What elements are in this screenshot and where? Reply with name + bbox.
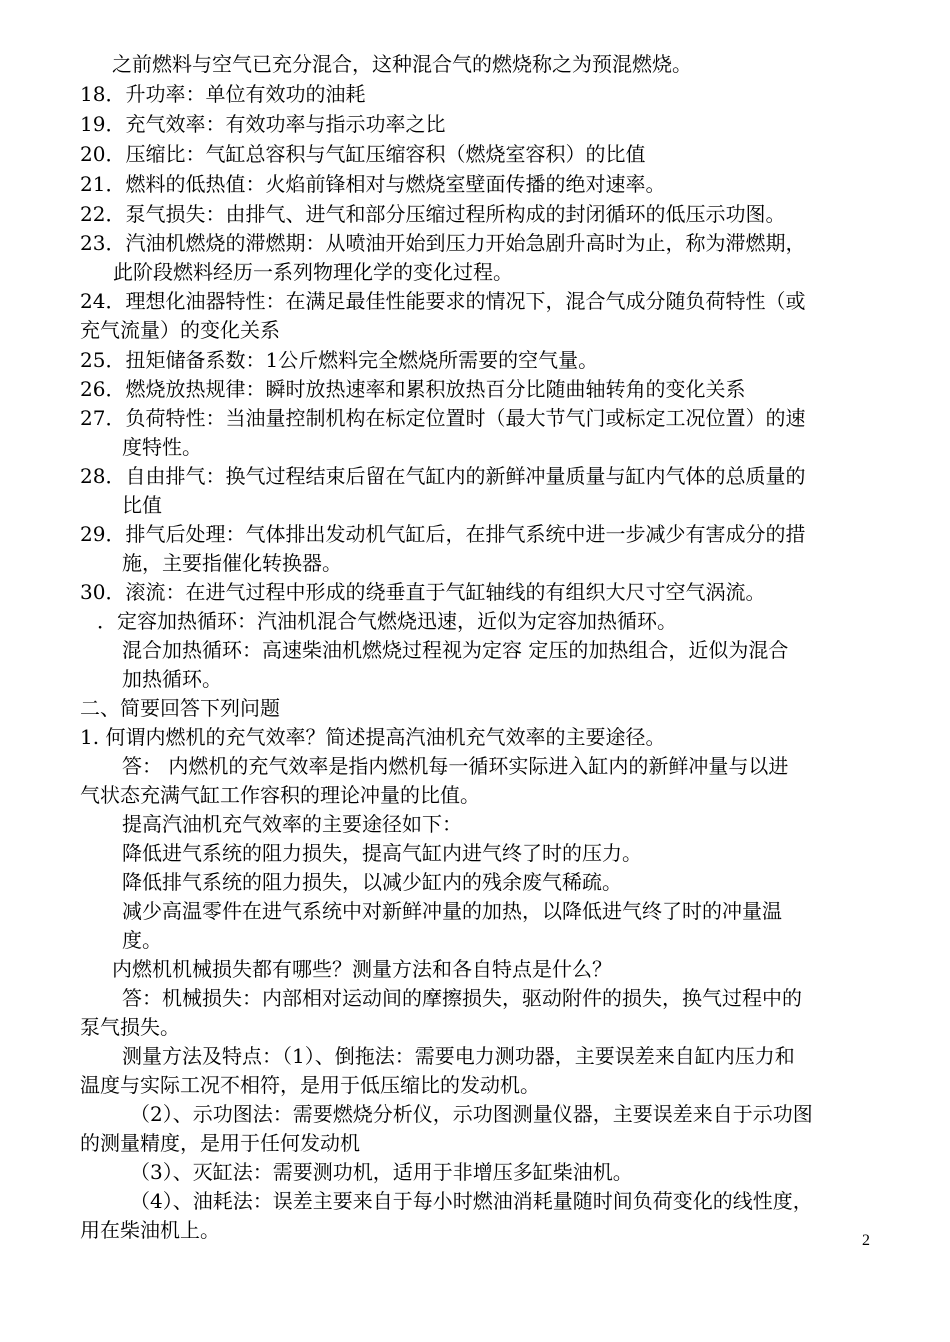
answer-1-way-2: 降低排气系统的阻力损失，以减少缸内的残余废气稀疏。 [122, 870, 622, 894]
measurement-method-2: （2）、示功图法：需要燃烧分析仪，示功图测量仪器，主要误差来自于示功图 [130, 1102, 813, 1126]
measurement-method-4: （4）、油耗法：误差主要来自于每小时燃油消耗量随时间负荷变化的线性度， [130, 1189, 813, 1213]
definition-24-cont: 充气流量）的变化关系 [80, 318, 280, 342]
definition-24: 24．理想化油器特性：在满足最佳性能要求的情况下，混合气成分随负荷特性（或 [80, 289, 806, 313]
measurement-method-1-cont: 温度与实际工况不相符，是用于低压缩比的发动机。 [80, 1073, 540, 1097]
answer-1-way-3: 减少高温零件在进气系统中对新鲜冲量的加热，以降低进气终了时的冲量温 [122, 899, 782, 923]
answer-1-way-3-cont: 度。 [122, 928, 162, 952]
definition-19: 19．充气效率：有效功率与指示功率之比 [80, 112, 446, 136]
measurement-method-4-cont: 用在柴油机上。 [80, 1218, 220, 1242]
definition-21: 21．燃料的低热值：火焰前锋相对与燃烧室壁面传播的绝对速率。 [80, 172, 666, 196]
answer-2: 答：机械损失：内部相对运动间的摩擦损失，驱动附件的损失，换气过程中的 [122, 986, 802, 1010]
definition-23: 23．汽油机燃烧的滞燃期：从喷油开始到压力开始急剧升高时为止，称为滞燃期， [80, 231, 806, 255]
section-heading: 二、简要回答下列问题 [80, 696, 280, 720]
answer-1-way-1: 降低进气系统的阻力损失，提高气缸内进气终了时的压力。 [122, 841, 642, 865]
definition-27: 27．负荷特性：当油量控制机构在标定位置时（最大节气门或标定工况位置）的速 [80, 406, 806, 430]
question-1: 1. 何谓内燃机的充气效率？简述提高汽油机充气效率的主要途径。 [80, 725, 666, 749]
definition-constant-volume: ．定容加热循环：汽油机混合气燃烧迅速，近似为定容加热循环。 [97, 609, 677, 633]
definition-29: 29．排气后处理：气体排出发动机气缸后，在排气系统中进一步减少有害成分的措 [80, 522, 806, 546]
definition-29-cont: 施，主要指催化转换器。 [122, 551, 342, 575]
definition-mixed-cycle: 混合加热循环：高速柴油机燃烧过程视为定容 定压的加热组合，近似为混合 [122, 638, 789, 662]
answer-1-ways-intro: 提高汽油机充气效率的主要途径如下： [122, 812, 462, 836]
definition-23-cont: 此阶段燃料经历一系列物理化学的变化过程。 [113, 260, 513, 284]
measurement-method-3: （3）、灭缸法：需要测功机，适用于非增压多缸柴油机。 [130, 1160, 633, 1184]
text-line: 之前燃料与空气已充分混合，这种混合气的燃烧称之为预混燃烧。 [112, 52, 692, 76]
definition-18: 18．升功率：单位有效功的油耗 [80, 82, 366, 106]
measurement-method-1: 测量方法及特点：（1）、倒拖法：需要电力测功器，主要误差来自缸内压力和 [122, 1044, 795, 1068]
definition-22: 22．泵气损失：由排气、进气和部分压缩过程所构成的封闭循环的低压示功图。 [80, 202, 786, 226]
definition-20: 20．压缩比：气缸总容积与气缸压缩容积（燃烧室容积）的比值 [80, 142, 646, 166]
definition-25: 25．扭矩储备系数：1公斤燃料完全燃烧所需要的空气量。 [80, 348, 599, 372]
answer-2-cont: 泵气损失。 [80, 1015, 180, 1039]
definition-26: 26．燃烧放热规律：瞬时放热速率和累积放热百分比随曲轴转角的变化关系 [80, 377, 746, 401]
definition-30: 30．滚流：在进气过程中形成的绕垂直于气缸轴线的有组织大尺寸空气涡流。 [80, 580, 766, 604]
answer-1: 答： 内燃机的充气效率是指内燃机每一循环实际进入缸内的新鲜冲量与以进 [122, 754, 789, 778]
definition-28-cont: 比值 [122, 493, 162, 517]
definition-mixed-cycle-cont: 加热循环。 [122, 667, 222, 691]
page-number: 2 [862, 1232, 870, 1249]
question-2: 内燃机机械损失都有哪些？测量方法和各自特点是什么？ [112, 957, 612, 981]
definition-28: 28．自由排气：换气过程结束后留在气缸内的新鲜冲量质量与缸内气体的总质量的 [80, 464, 806, 488]
measurement-method-2-cont: 的测量精度，是用于任何发动机 [80, 1131, 360, 1155]
answer-1-cont: 气状态充满气缸工作容积的理论冲量的比值。 [80, 783, 480, 807]
definition-27-cont: 度特性。 [122, 435, 202, 459]
